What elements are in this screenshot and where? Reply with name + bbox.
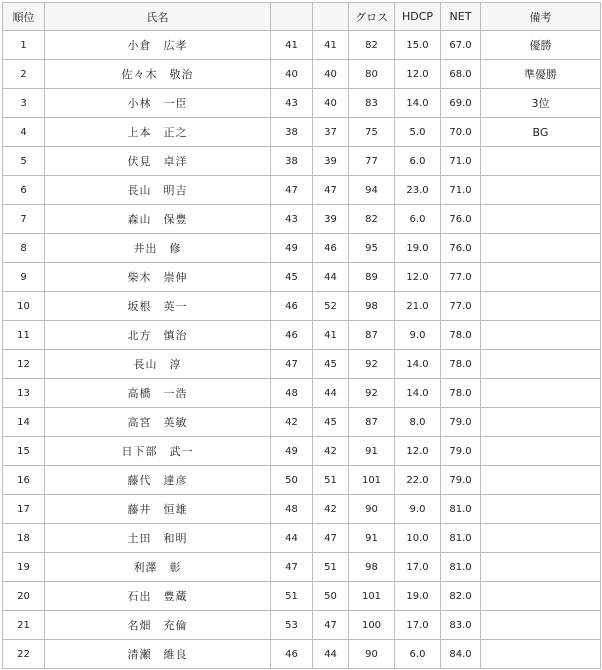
cell-gross: 90 [349, 495, 395, 524]
cell-hdcp: 17.0 [395, 553, 441, 582]
cell-net: 67.0 [441, 31, 481, 60]
table-row [3, 89, 601, 118]
cell-rank: 16 [3, 466, 45, 495]
cell-name: 土田 和明 [45, 524, 271, 553]
cell-name: 北方 慎治 [45, 321, 271, 350]
table-row [3, 147, 601, 176]
cell-name: 佐々木 敬治 [45, 60, 271, 89]
cell-gross: 82 [349, 205, 395, 234]
cell-in: 42 [313, 437, 349, 466]
cell-hdcp: 12.0 [395, 263, 441, 292]
table-row [3, 321, 601, 350]
cell-gross: 91 [349, 524, 395, 553]
cell-note [481, 437, 601, 466]
table-row [3, 234, 601, 263]
cell-hdcp: 5.0 [395, 118, 441, 147]
cell-note [481, 640, 601, 669]
cell-in: 42 [313, 495, 349, 524]
table-row [3, 118, 601, 147]
cell-hdcp: 10.0 [395, 524, 441, 553]
cell-hdcp: 17.0 [395, 611, 441, 640]
cell-note [481, 611, 601, 640]
table-row [3, 350, 601, 379]
cell-net: 81.0 [441, 495, 481, 524]
cell-out: 40 [271, 60, 313, 89]
cell-note [481, 205, 601, 234]
table-row [3, 553, 601, 582]
cell-rank: 18 [3, 524, 45, 553]
results-table [2, 2, 601, 669]
table-row [3, 31, 601, 60]
cell-note: BG [481, 118, 601, 147]
cell-name: 森山 保豊 [45, 205, 271, 234]
cell-rank: 5 [3, 147, 45, 176]
cell-out: 50 [271, 466, 313, 495]
cell-net: 79.0 [441, 408, 481, 437]
cell-net: 78.0 [441, 379, 481, 408]
cell-net: 81.0 [441, 553, 481, 582]
cell-gross: 91 [349, 437, 395, 466]
cell-net: 79.0 [441, 466, 481, 495]
cell-in: 41 [313, 31, 349, 60]
table-row [3, 176, 601, 205]
cell-hdcp: 15.0 [395, 31, 441, 60]
cell-name: 日下部 武一 [45, 437, 271, 466]
cell-in: 44 [313, 263, 349, 292]
table-row [3, 205, 601, 234]
cell-gross: 87 [349, 408, 395, 437]
cell-name: 石出 豊蔵 [45, 582, 271, 611]
cell-hdcp: 19.0 [395, 582, 441, 611]
cell-out: 47 [271, 553, 313, 582]
cell-gross: 80 [349, 60, 395, 89]
cell-note [481, 495, 601, 524]
cell-hdcp: 9.0 [395, 321, 441, 350]
cell-out: 48 [271, 495, 313, 524]
cell-hdcp: 6.0 [395, 205, 441, 234]
cell-out: 38 [271, 118, 313, 147]
cell-net: 78.0 [441, 350, 481, 379]
cell-out: 47 [271, 350, 313, 379]
cell-out: 49 [271, 234, 313, 263]
cell-name: 藤井 恒雄 [45, 495, 271, 524]
cell-gross: 90 [349, 640, 395, 669]
cell-name: 小林 一臣 [45, 89, 271, 118]
cell-rank: 12 [3, 350, 45, 379]
cell-hdcp: 23.0 [395, 176, 441, 205]
cell-hdcp: 14.0 [395, 350, 441, 379]
cell-note [481, 234, 601, 263]
header-row [3, 3, 601, 31]
cell-in: 45 [313, 408, 349, 437]
cell-name: 藤代 達彦 [45, 466, 271, 495]
header-rank: 順位 [3, 3, 45, 31]
cell-name: 坂根 英一 [45, 292, 271, 321]
cell-note [481, 176, 601, 205]
cell-net: 70.0 [441, 118, 481, 147]
cell-rank: 6 [3, 176, 45, 205]
table-row [3, 437, 601, 466]
header-note: 備考 [481, 3, 601, 31]
cell-out: 41 [271, 31, 313, 60]
table-row [3, 60, 601, 89]
cell-note: 3位 [481, 89, 601, 118]
cell-net: 77.0 [441, 263, 481, 292]
cell-hdcp: 19.0 [395, 234, 441, 263]
cell-out: 43 [271, 89, 313, 118]
cell-out: 45 [271, 263, 313, 292]
cell-rank: 10 [3, 292, 45, 321]
cell-note [481, 466, 601, 495]
cell-net: 71.0 [441, 176, 481, 205]
cell-out: 49 [271, 437, 313, 466]
table-row [3, 408, 601, 437]
cell-rank: 7 [3, 205, 45, 234]
cell-in: 46 [313, 234, 349, 263]
cell-net: 76.0 [441, 205, 481, 234]
cell-in: 44 [313, 379, 349, 408]
header-gross: グロス [349, 3, 395, 31]
cell-in: 51 [313, 466, 349, 495]
cell-name: 利澤 彰 [45, 553, 271, 582]
cell-out: 46 [271, 321, 313, 350]
cell-name: 長山 明吉 [45, 176, 271, 205]
cell-rank: 14 [3, 408, 45, 437]
cell-out: 47 [271, 176, 313, 205]
cell-net: 79.0 [441, 437, 481, 466]
cell-note [481, 408, 601, 437]
table-row [3, 524, 601, 553]
cell-hdcp: 21.0 [395, 292, 441, 321]
cell-hdcp: 12.0 [395, 437, 441, 466]
cell-in: 47 [313, 176, 349, 205]
cell-hdcp: 9.0 [395, 495, 441, 524]
cell-in: 37 [313, 118, 349, 147]
cell-gross: 100 [349, 611, 395, 640]
cell-note [481, 292, 601, 321]
cell-rank: 4 [3, 118, 45, 147]
cell-gross: 82 [349, 31, 395, 60]
cell-rank: 13 [3, 379, 45, 408]
cell-gross: 101 [349, 466, 395, 495]
cell-gross: 77 [349, 147, 395, 176]
cell-note: 準優勝 [481, 60, 601, 89]
cell-rank: 19 [3, 553, 45, 582]
cell-net: 76.0 [441, 234, 481, 263]
cell-rank: 17 [3, 495, 45, 524]
cell-rank: 1 [3, 31, 45, 60]
cell-in: 50 [313, 582, 349, 611]
cell-name: 名畑 充倫 [45, 611, 271, 640]
cell-out: 48 [271, 379, 313, 408]
cell-net: 82.0 [441, 582, 481, 611]
cell-out: 38 [271, 147, 313, 176]
cell-note [481, 379, 601, 408]
cell-out: 53 [271, 611, 313, 640]
cell-name: 高橋 一浩 [45, 379, 271, 408]
cell-gross: 101 [349, 582, 395, 611]
cell-net: 77.0 [441, 292, 481, 321]
cell-name: 伏見 卓洋 [45, 147, 271, 176]
cell-in: 41 [313, 321, 349, 350]
cell-hdcp: 12.0 [395, 60, 441, 89]
cell-gross: 83 [349, 89, 395, 118]
cell-rank: 21 [3, 611, 45, 640]
header-in [313, 3, 349, 31]
cell-rank: 22 [3, 640, 45, 669]
cell-note: 優勝 [481, 31, 601, 60]
cell-note [481, 524, 601, 553]
cell-rank: 2 [3, 60, 45, 89]
table-row [3, 379, 601, 408]
cell-rank: 20 [3, 582, 45, 611]
cell-name: 長山 淳 [45, 350, 271, 379]
cell-net: 83.0 [441, 611, 481, 640]
cell-note [481, 263, 601, 292]
table-row [3, 640, 601, 669]
cell-rank: 3 [3, 89, 45, 118]
cell-out: 44 [271, 524, 313, 553]
table-row [3, 466, 601, 495]
cell-net: 68.0 [441, 60, 481, 89]
cell-hdcp: 22.0 [395, 466, 441, 495]
cell-out: 46 [271, 292, 313, 321]
cell-gross: 94 [349, 176, 395, 205]
cell-hdcp: 6.0 [395, 640, 441, 669]
cell-net: 81.0 [441, 524, 481, 553]
cell-note [481, 553, 601, 582]
header-net: NET [441, 3, 481, 31]
cell-name: 小倉 広孝 [45, 31, 271, 60]
cell-out: 43 [271, 205, 313, 234]
cell-in: 39 [313, 147, 349, 176]
cell-in: 52 [313, 292, 349, 321]
header-out [271, 3, 313, 31]
cell-gross: 98 [349, 553, 395, 582]
cell-net: 71.0 [441, 147, 481, 176]
cell-rank: 11 [3, 321, 45, 350]
cell-hdcp: 14.0 [395, 379, 441, 408]
cell-name: 井出 修 [45, 234, 271, 263]
header-hdcp: HDCP [395, 3, 441, 31]
table-row [3, 263, 601, 292]
cell-name: 高宮 英敏 [45, 408, 271, 437]
cell-name: 清瀬 維良 [45, 640, 271, 669]
cell-in: 51 [313, 553, 349, 582]
cell-gross: 87 [349, 321, 395, 350]
header-name: 氏名 [45, 3, 271, 31]
cell-gross: 89 [349, 263, 395, 292]
cell-gross: 92 [349, 379, 395, 408]
table-row [3, 611, 601, 640]
cell-in: 47 [313, 524, 349, 553]
cell-net: 84.0 [441, 640, 481, 669]
cell-in: 39 [313, 205, 349, 234]
table-row [3, 292, 601, 321]
cell-out: 46 [271, 640, 313, 669]
cell-name: 柴木 崇伸 [45, 263, 271, 292]
cell-net: 69.0 [441, 89, 481, 118]
cell-in: 47 [313, 611, 349, 640]
cell-hdcp: 14.0 [395, 89, 441, 118]
table-row [3, 495, 601, 524]
cell-in: 40 [313, 60, 349, 89]
cell-name: 上本 正之 [45, 118, 271, 147]
cell-note [481, 350, 601, 379]
cell-net: 78.0 [441, 321, 481, 350]
cell-note [481, 321, 601, 350]
cell-rank: 8 [3, 234, 45, 263]
cell-rank: 9 [3, 263, 45, 292]
cell-note [481, 582, 601, 611]
cell-gross: 92 [349, 350, 395, 379]
cell-in: 45 [313, 350, 349, 379]
cell-in: 40 [313, 89, 349, 118]
cell-rank: 15 [3, 437, 45, 466]
cell-out: 51 [271, 582, 313, 611]
cell-gross: 95 [349, 234, 395, 263]
cell-out: 42 [271, 408, 313, 437]
cell-hdcp: 8.0 [395, 408, 441, 437]
cell-gross: 75 [349, 118, 395, 147]
table-row [3, 582, 601, 611]
cell-gross: 98 [349, 292, 395, 321]
cell-in: 44 [313, 640, 349, 669]
cell-hdcp: 6.0 [395, 147, 441, 176]
cell-note [481, 147, 601, 176]
